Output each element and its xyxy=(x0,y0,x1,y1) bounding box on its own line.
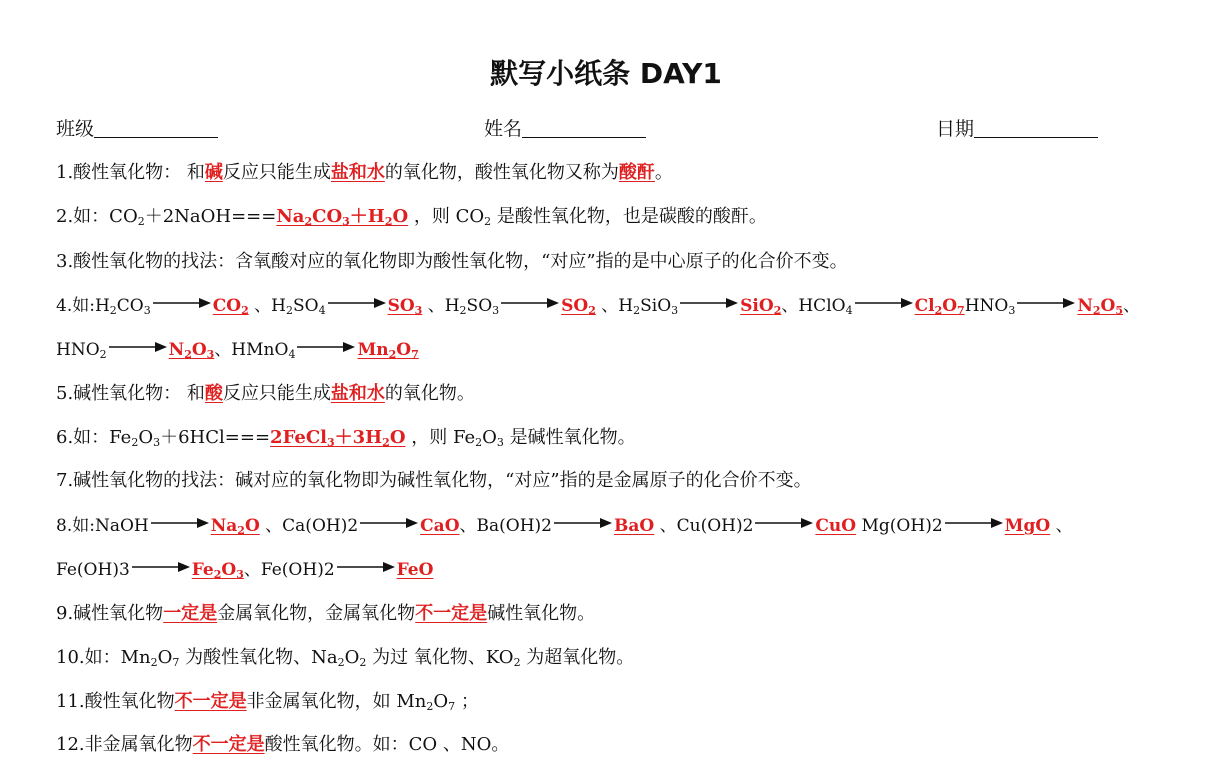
item-8: 8.如:NaOH $Na_2O$ 、Ca(OH)2 CaO、Ba(OH)2 BaO 、Cu(OH)2 CuO Mg(OH)2 MgO 、 xyxy=(56,516,1073,537)
long-right-arrow-icon xyxy=(755,518,813,528)
answer: 盐和水 xyxy=(330,162,385,183)
answer: CuO xyxy=(815,516,857,536)
long-right-arrow-icon xyxy=(554,518,612,528)
long-right-arrow-icon xyxy=(855,298,913,308)
item-9: 9.碱性氧化物一定是金属氧化物，金属氧化物不一定是碱性氧化物。 xyxy=(56,603,596,624)
long-right-arrow-icon xyxy=(680,298,738,308)
long-right-arrow-icon xyxy=(132,562,190,572)
answer: 不一定是 xyxy=(174,691,247,712)
item-10: 10.如：$Mn_2O_7$ 为酸性氧化物、$Na_2O_2$ 为过 氧化物、$KO_2$ 为超氧化物。 xyxy=(56,647,635,669)
long-right-arrow-icon xyxy=(1017,298,1075,308)
item-11: 11.酸性氧化物不一定是非金属氧化物，如 $Mn_2O_7$ ； xyxy=(56,691,479,713)
answer: FeO xyxy=(396,560,434,580)
answer: $Na_2O$ xyxy=(210,516,260,537)
answer: BaO xyxy=(614,516,655,536)
answer: $N_2O_3$ xyxy=(168,340,215,361)
answer: 不一定是 xyxy=(192,734,265,755)
item-1: 1.酸性氧化物： 和碱反应只能生成盐和水的氧化物，酸性氧化物又称为酸酐。 xyxy=(56,162,673,183)
item-4: 4.如$:H_2CO_3$ $CO_2$ 、$H_2SO_4$ $SO_3$ 、$H_2SO_3$ $SO_2$ 、$H_2SiO_3$ SiO$_2$、HClO$_4$ $Cl_2O_7HNO_3$ $N_2O_5$、 xyxy=(56,296,1141,317)
class-blank[interactable] xyxy=(94,117,218,138)
item-3: 3.酸性氧化物的找法：含氧酸对应的氧化物即为酸性氧化物，“对应”指的是中心原子的化合价不变。 xyxy=(56,251,848,272)
item-7: 7.碱性氧化物的找法：碱对应的氧化物即为碱性氧化物，“对应”指的是金属原子的化合价不变。 xyxy=(56,470,812,491)
name-label: 姓名 xyxy=(484,118,523,140)
item-12: 12.非金属氧化物不一定是酸性氧化物。如：CO 、NO。 xyxy=(56,734,510,755)
answer: SiO$_2$ xyxy=(740,296,782,317)
answer: $SO_2$ xyxy=(561,296,596,317)
answer: $N_2O_5$ xyxy=(1077,296,1124,317)
long-right-arrow-icon xyxy=(501,298,559,308)
long-right-arrow-icon xyxy=(328,298,386,308)
answer: 酸酐 xyxy=(618,162,655,183)
item-5: 5.碱性氧化物： 和酸反应只能生成盐和水的氧化物。 xyxy=(56,383,475,404)
answer: 一定是 xyxy=(163,603,218,624)
item-2: 2.如：$CO_2+2NaOH===Na_2CO_3+H_2O$ ，则 $CO_2$ 是酸性氧化物，也是碳酸的酸酐。 xyxy=(56,206,767,228)
long-right-arrow-icon xyxy=(945,518,1003,528)
answer: 不一定是 xyxy=(415,603,488,624)
date-label: 日期 xyxy=(936,118,975,140)
name-blank[interactable] xyxy=(522,117,646,138)
item-8-continued: Fe(OH)3 $Fe_2O_3$、Fe(OH)2 FeO xyxy=(56,560,434,581)
long-right-arrow-icon xyxy=(151,518,209,528)
answer: $Cl_2O_7$ xyxy=(914,296,965,317)
answer: 酸 xyxy=(204,383,223,404)
answer: $CO_2$ xyxy=(212,296,249,317)
long-right-arrow-icon xyxy=(360,518,418,528)
answer: MgO xyxy=(1004,516,1051,536)
long-right-arrow-icon xyxy=(337,562,395,572)
answer: $Na_2CO_3+H_2O$ xyxy=(276,206,409,228)
long-right-arrow-icon xyxy=(297,342,355,352)
answer: CaO xyxy=(420,516,460,536)
answer: 盐和水 xyxy=(330,383,385,404)
answer: $SO_3$ xyxy=(387,296,423,317)
item-6: 6.如：$Fe_2O_3+6HCl===2FeCl_3+3H_2O$ ，则 $Fe_2O_3$ 是碱性氧化物。 xyxy=(56,427,636,449)
class-label: 班级 xyxy=(56,118,95,140)
answer: 碱 xyxy=(204,162,223,183)
item-4-continued: $HNO_2$ $N_2O_3$、HMnO$_4$ $Mn_2O_7$ xyxy=(56,340,419,361)
class-field xyxy=(56,114,218,141)
long-right-arrow-icon xyxy=(109,342,167,352)
answer: $Fe_2O_3$ xyxy=(191,560,244,581)
name-field xyxy=(484,114,646,141)
answer: $Mn_2O_7$ xyxy=(357,340,419,361)
answer: $2FeCl_3+3H_2O$ xyxy=(270,427,406,449)
long-right-arrow-icon xyxy=(153,298,211,308)
date-field xyxy=(936,114,1098,141)
date-blank[interactable] xyxy=(974,117,1098,138)
page-title: 默写小纸条 DAY1 xyxy=(490,57,722,90)
